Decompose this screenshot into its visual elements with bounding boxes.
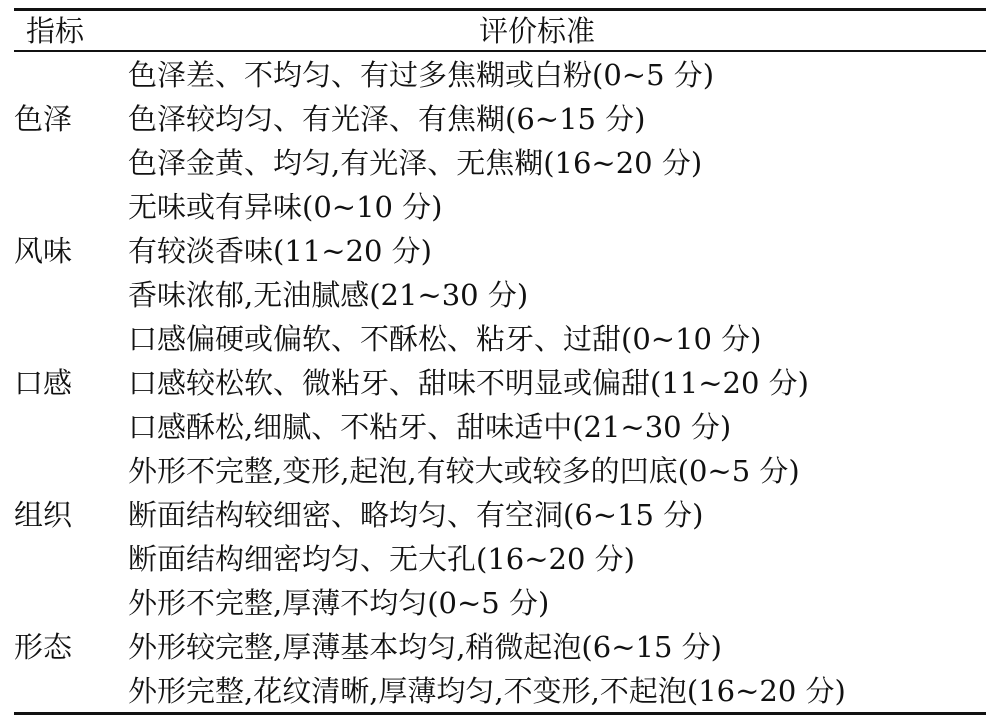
- header-indicator: 指标: [26, 14, 85, 48]
- criteria-cell: 口感偏硬或偏软、不酥松、粘牙、过甜(0~10 分): [128, 322, 762, 356]
- table-row: [14, 537, 974, 581]
- table-row: [14, 669, 974, 713]
- criteria-cell: 外形不完整,厚薄不均匀(0~5 分): [128, 586, 550, 620]
- criteria-cell: 外形完整,花纹清晰,厚薄均匀,不变形,不起泡(16~20 分): [128, 674, 846, 708]
- indicator-cell: 形态: [14, 630, 73, 664]
- table-top-rule: [14, 8, 986, 11]
- table-bottom-rule: [14, 712, 986, 715]
- criteria-cell: 口感酥松,细腻、不粘牙、甜味适中(21~30 分): [128, 410, 732, 444]
- criteria-cell: 色泽金黄、均匀,有光泽、无焦糊(16~20 分): [128, 146, 703, 180]
- header-rule: [14, 50, 986, 52]
- table-row: [14, 581, 974, 625]
- table-row: [14, 185, 974, 229]
- table-row: [14, 273, 974, 317]
- criteria-cell: 有较淡香味(11~20 分): [128, 234, 432, 268]
- indicator-cell: 口感: [14, 366, 73, 400]
- table-row: [14, 449, 974, 493]
- table-row: [14, 317, 974, 361]
- header-criteria: 评价标准: [479, 14, 596, 48]
- criteria-cell: 香味浓郁,无油腻感(21~30 分): [128, 278, 529, 312]
- criteria-cell: 色泽较均匀、有光泽、有焦糊(6~15 分): [128, 102, 646, 136]
- criteria-cell: 断面结构细密均匀、无大孔(16~20 分): [128, 542, 635, 576]
- table-row: [14, 493, 974, 537]
- criteria-cell: 色泽差、不均匀、有过多焦糊或白粉(0~5 分): [128, 58, 715, 92]
- criteria-grid: [14, 53, 974, 713]
- criteria-cell: 无味或有异味(0~10 分): [128, 190, 443, 224]
- indicator-cell: 风味: [14, 234, 73, 268]
- table-row: [14, 361, 974, 405]
- criteria-cell: 口感较松软、微粘牙、甜味不明显或偏甜(11~20 分): [128, 366, 809, 400]
- indicator-cell: 色泽: [14, 102, 73, 136]
- table-row: [14, 405, 974, 449]
- criteria-cell: 断面结构较细密、略均匀、有空洞(6~15 分): [128, 498, 704, 532]
- table-row: [14, 53, 974, 97]
- table-row: [14, 97, 974, 141]
- criteria-cell: 外形较完整,厚薄基本均匀,稍微起泡(6~15 分): [128, 630, 722, 664]
- table-row: [14, 141, 974, 185]
- indicator-cell: 组织: [14, 498, 73, 532]
- criteria-cell: 外形不完整,变形,起泡,有较大或较多的凹底(0~5 分): [128, 454, 800, 488]
- table-row: [14, 229, 974, 273]
- table-row: [14, 625, 974, 669]
